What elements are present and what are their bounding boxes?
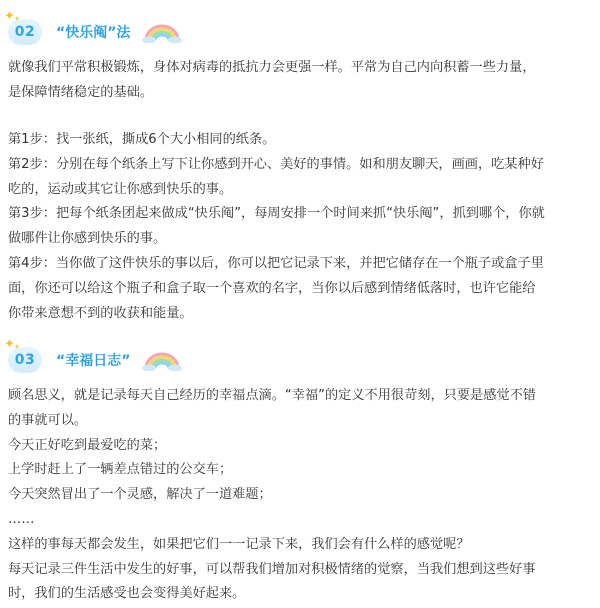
- section-3-header: [4, 337, 182, 376]
- step-line: 第1步：找一张纸，撕成6个大小相同的纸条。: [8, 132, 276, 147]
- paragraph-line: 顾名思义，就是记录每天自己经历的幸福点滴。“幸福”的定义不用很苛刻，只要是感觉不错: [8, 388, 536, 403]
- step-line: 你带来意想不到的收获和能量。: [8, 305, 193, 321]
- paragraph-line: 的事就可以。: [8, 412, 88, 428]
- step-line: 第4步：当你做了这件快乐的事以后，你可以把它记录下来，并把它储存在一个瓶子或盒子里: [8, 255, 544, 271]
- section-2-badge: [4, 9, 42, 45]
- sparkle-icon: ✦: [4, 9, 15, 24]
- sparkle-small-icon: ✦: [14, 15, 20, 23]
- sparkle-small-icon: ✦: [14, 343, 20, 351]
- section-3-badge: [4, 337, 42, 373]
- section-2-number: 02: [14, 24, 36, 40]
- step-line: 做哪件让你感到快乐的事。: [8, 231, 167, 247]
- list-item: 上学时赶上了一辆差点错过的公交车；: [8, 462, 233, 478]
- step-line: 第3步：把每个纸条团起来做成“快乐阄”，每周安排一个时间来抓“快乐阄”，抓到哪个，你就: [8, 206, 545, 222]
- sparkle-icon: ✦: [4, 337, 15, 352]
- ellipsis: ……: [8, 511, 35, 527]
- section-2-intro: [8, 56, 596, 106]
- section-3-body: [8, 384, 596, 607]
- section-3-title: “幸福日志”: [56, 353, 131, 369]
- section-3-number: 03: [14, 352, 36, 368]
- rainbow-icon: [142, 349, 182, 371]
- paragraph-line: 是保障情绪稳定的基础。: [8, 84, 154, 100]
- paragraph-line: 这样的事每天都会发生，如果把它们一一记录下来，我们会有什么样的感觉呢？: [8, 536, 470, 552]
- section-2-steps: [8, 128, 596, 326]
- paragraph-line: 每天记录三件生活中发生的好事，可以帮我们增加对积极情绪的觉察，当我们想到这些好事: [8, 561, 536, 577]
- list-item: 今天突然冒出了一个灵感，解决了一道难题；: [8, 487, 272, 503]
- rainbow-icon: [142, 21, 182, 43]
- paragraph-line: 时，我们的生活感受也会变得美好起来。: [8, 586, 246, 602]
- list-item: 今天正好吃到最爱吃的菜；: [8, 437, 167, 453]
- section-2-title: “快乐阄”法: [56, 25, 131, 41]
- section-2-header: [4, 9, 182, 48]
- step-line: 吃的，运动或其它让你感到快乐的事。: [8, 181, 233, 197]
- step-line: 面，你还可以给这个瓶子和盒子取一个喜欢的名字，当你以后感到情绪低落时，也许它能给: [8, 280, 536, 296]
- paragraph-line: 就像我们平常积极锻炼，身体对病毒的抵抗力会更强一样。平常为自己内向积蓄一些力量，: [8, 60, 536, 75]
- step-line: 第2步：分别在每个纸条上写下让你感到开心、美好的事情。如和朋友聊天，画画，吃某种好: [8, 156, 544, 172]
